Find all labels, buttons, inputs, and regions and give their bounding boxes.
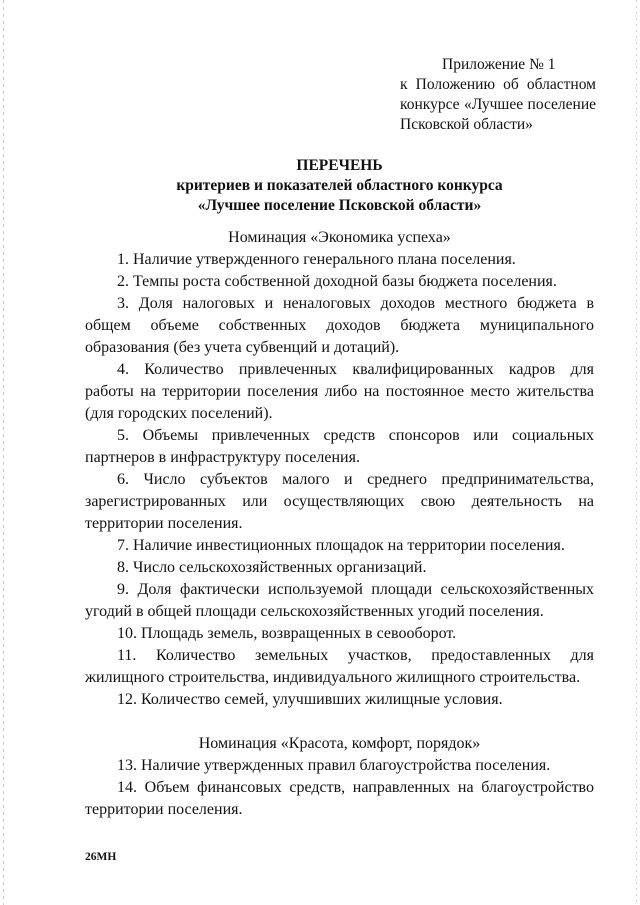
appendix-reference-line: Псковской области»	[400, 116, 533, 133]
criterion-item: 3. Доля налоговых и неналоговых доходов местного бюджета в	[117, 295, 594, 312]
criterion-item-continued: общем объеме собственных доходов бюджета муниципального	[85, 317, 594, 334]
appendix-number: Приложение № 1	[442, 56, 556, 73]
criterion-item-continued: (для городских поселений).	[85, 405, 273, 422]
scan-edge-left	[3, 0, 4, 905]
appendix-header	[400, 55, 596, 135]
title-line: «Лучшее поселение Псковской области»	[197, 197, 482, 214]
scan-edge-right	[636, 0, 637, 905]
criterion-item-continued: партнеров в инфраструктуру поселения.	[85, 449, 360, 466]
criterion-item: 11. Количество земельных участков, предоставленных для	[117, 647, 594, 664]
criterion-item-continued: зарегистрированных или осуществляющих свою деятельность на	[85, 493, 594, 510]
criteria-list	[85, 227, 594, 821]
nomination-heading: Номинация «Экономика успеха»	[228, 229, 451, 246]
title-line: ПЕРЕЧЕНЬ	[296, 157, 383, 174]
criterion-item: 2. Темпы роста собственной доходной базы бюджета поселения.	[117, 273, 557, 290]
criterion-item: 12. Количество семей, улучшивших жилищные условия.	[117, 691, 503, 708]
criterion-item: 14. Объем финансовых средств, направленных на благоустройство	[117, 779, 594, 796]
criterion-item-continued: территории поселения.	[85, 801, 243, 818]
title-line: критериев и показателей областного конкурса	[176, 177, 503, 194]
document-code: 26МН	[85, 851, 117, 863]
criterion-item: 5. Объемы привлеченных средств спонсоров или социальных	[117, 427, 594, 444]
criterion-item-continued: работы на территории поселения либо на постоянное место жительства	[85, 383, 594, 400]
criterion-item-continued: территории поселения.	[85, 515, 243, 532]
criterion-item: 4. Количество привлеченных квалифицированных кадров для	[117, 361, 594, 378]
criterion-item: 1. Наличие утвержденного генерального плана поселения.	[117, 251, 516, 268]
criterion-item: 10. Площадь земель, возвращенных в севооборот.	[117, 625, 457, 642]
nomination-heading: Номинация «Красота, комфорт, порядок»	[198, 735, 481, 752]
criterion-item-continued: образования (без учета субвенций и дотаций).	[85, 339, 400, 356]
criterion-item-continued: угодий в общей площади сельскохозяйственных угодий поселения.	[85, 603, 544, 620]
criterion-item: 9. Доля фактически используемой площади сельскохозяйственных	[117, 581, 594, 598]
appendix-reference-line: конкурсе «Лучшее поселение	[400, 96, 596, 113]
criterion-item: 13. Наличие утвержденных правил благоустройства поселения.	[117, 757, 551, 774]
criterion-item: 8. Число сельскохозяйственных организаций.	[117, 559, 427, 576]
appendix-reference-line: к Положению об областном	[400, 76, 596, 93]
criterion-item: 6. Число субъектов малого и среднего предпринимательства,	[117, 471, 594, 488]
document-title	[85, 156, 594, 216]
criterion-item-continued: жилищного строительства, индивидуального жилищного строительства.	[85, 669, 581, 686]
criterion-item: 7. Наличие инвестиционных площадок на территории поселения.	[117, 537, 565, 554]
